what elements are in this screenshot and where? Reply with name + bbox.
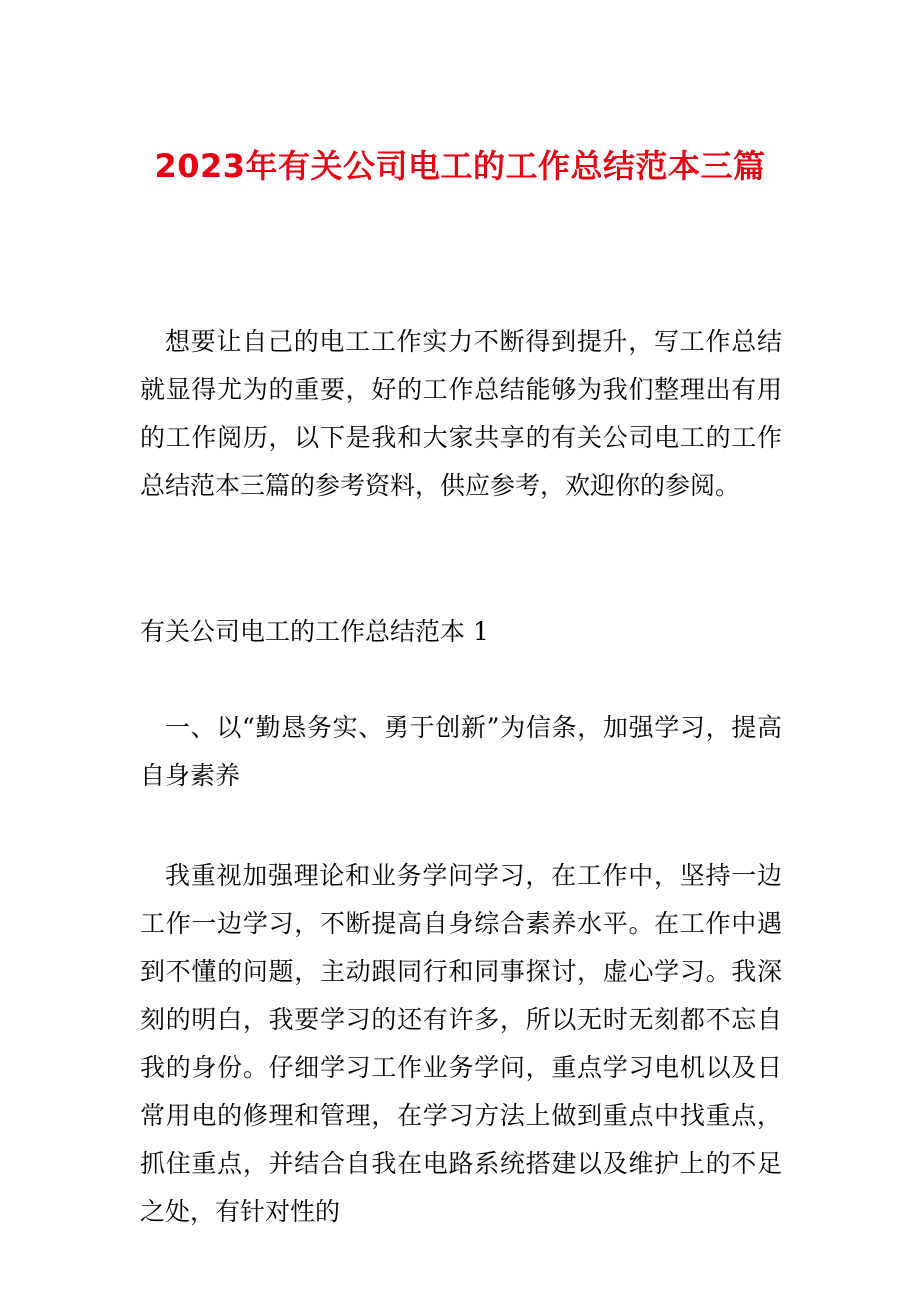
- document-title: 2023年有关公司电工的工作总结范本三篇: [154, 147, 766, 185]
- intro-paragraph: 想要让自己的电工工作实力不断得到提升，写工作总结就显得尤为的重要，好的工作总结能够为我们整理出有用的工作阅历，以下是我和大家共享的有关公司电工的工作总结范本三篇的参考资料，供应参考，欢迎你的参阅。: [140, 327, 782, 500]
- section-heading: 有关公司电工的工作总结范本 1: [140, 617, 489, 646]
- subsection-heading: 一、以“勤恳务实、勇于创新”为信条，加强学习，提高自身素养: [140, 713, 782, 790]
- body-paragraph: 我重视加强理论和业务学问学习，在工作中，坚持一边工作一边学习，不断提高自身综合素养水平。在工作中遇到不懂的问题，主动跟同行和同事探讨，虚心学习。我深刻的明白，我要学习的还有许多，所以无时无刻都不忘自我的身份。仔细学习工作业务学问，重点学习电机以及日常用电的修理和管理，在学习方法上做到重点中找重点，抓住重点，并结合自我在电路系统搭建以及维护上的不足之处，有针对性的: [140, 861, 782, 1226]
